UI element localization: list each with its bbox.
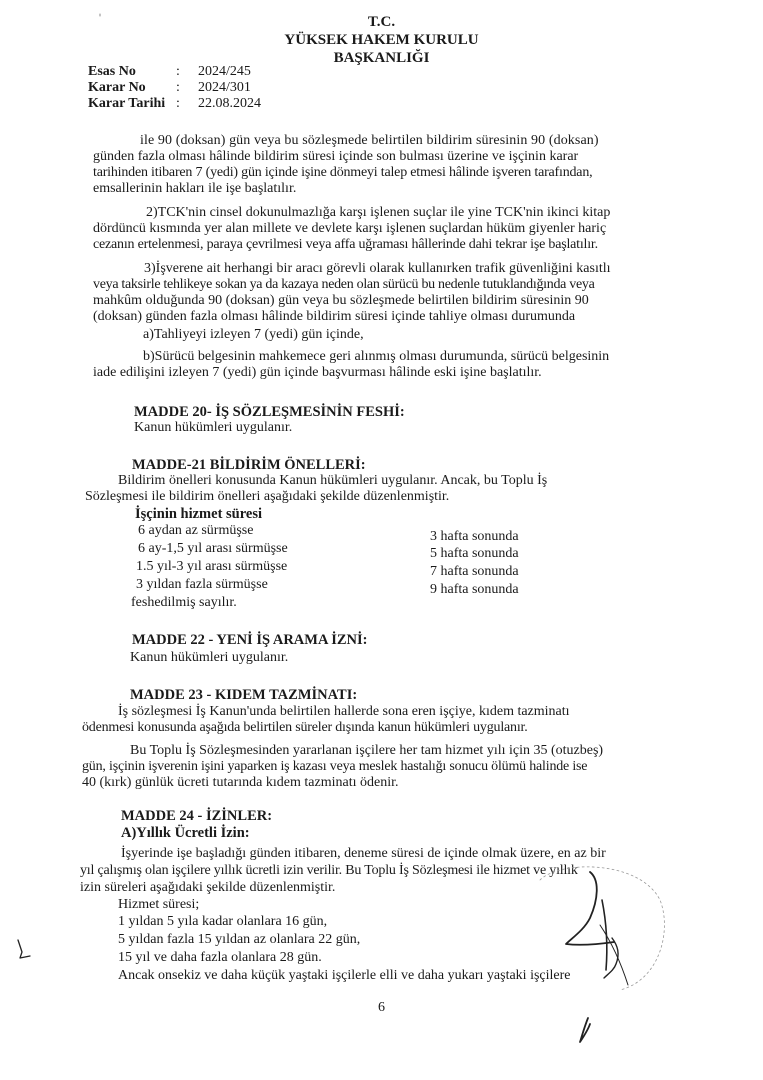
body-line: a)Tahliyeyi izleyen 7 (yedi) gün içinde, [143,327,364,342]
body-line: Kanun hükümleri uygulanır. [130,650,289,665]
tarih-row [88,96,261,112]
case-metadata [88,64,261,112]
body-line: Sözleşmesi ile bildirim önelleri aşağıdaki şekilde düzenlenmiştir. [85,489,450,504]
tarih-label: Karar Tarihi [88,96,166,111]
body-line: Kanun hükümleri uygulanır. [134,420,293,435]
esas-value: 2024/245 [198,64,251,79]
notice-period-value: 3 hafta sonunda [430,529,519,544]
annual-leave-heading: A)Yıllık Ücretli İzin: [121,825,250,841]
esas-colon: : [176,64,180,79]
article-23-heading: MADDE 23 - KIDEM TAZMİNATI: [130,687,358,703]
notice-period-label: 6 ay-1,5 yıl arası sürmüşse [138,541,288,556]
body-line: veya taksirle tehlikeye sokan ya da kazaya neden olan sürücü bu nedenle tutuklandığında veya [93,277,595,292]
signature-mark [600,925,628,985]
margin-mark [18,940,30,958]
tarih-colon: : [176,96,180,111]
body-line: iade edilişini izleyen 7 (yedi) gün içinde başvurması hâlinde eski işine başlatılır. [93,365,542,380]
body-line: Ancak onsekiz ve daha küçük yaştaki işçilerle elli ve daha yukarı yaştaki işçilere [118,968,571,983]
body-line: Bildirim önelleri konusunda Kanun hükümleri uygulanır. Ancak, bu Toplu İş [118,473,548,488]
notice-period-label: 1.5 yıl-3 yıl arası sürmüşse [136,559,288,574]
karar-value: 2024/301 [198,80,251,95]
body-line: İşyerinde işe başladığı günden itibaren, deneme süresi de içinde olmak üzere, en az bir [121,846,606,861]
body-line: günden fazla olması hâlinde bildirim süresi içinde son bulması üzerine ve işçinin karar [93,149,579,164]
body-line: b)Sürücü belgesinin mahkemece geri alınmış olması durumunda, sürücü belgesinin [143,349,610,364]
signature-mark [566,872,614,945]
notice-period-value: 5 hafta sonunda [430,546,519,561]
page-number: 6 [378,1000,385,1015]
body-line: dördüncü kısmında yer alan millete ve devlete karşı işlenen suçlardan hüküm giyenler hariç [93,221,607,236]
body-line: ödenmesi konusunda aşağıda belirtilen süreler dışında kanun hükümleri uygulanır. [82,720,528,735]
body-line: Bu Toplu İş Sözleşmesinden yararlanan işçilere her tam hizmet yılı için 35 (otuzbeş) [130,743,604,758]
leave-tier: 1 yıldan 5 yıla kadar olanlara 16 gün, [118,914,328,929]
signature-mark [602,900,607,970]
karar-colon: : [176,80,180,95]
article-22-heading: MADDE 22 - YENİ İŞ ARAMA İZNİ: [132,632,368,648]
karar-row [88,80,261,96]
body-line: (doksan) günden fazla olması hâlinde bildirim süresi içinde tahliye olması durumunda [93,309,576,324]
esas-label: Esas No [88,64,136,79]
notice-period-label: 3 yıldan fazla sürmüşse [136,577,268,592]
body-line: 3)İşverene ait herhangi bir aracı görevli olarak kullanırken trafik güvenliğini kasıtlı [144,261,611,276]
notice-period-value: 7 hafta sonunda [430,564,519,579]
initial-mark [580,1018,590,1042]
service-period-heading: İşçinin hizmet süresi [135,506,263,522]
article-21-heading: MADDE-21 BİLDİRİM ÖNELLERİ: [132,457,366,473]
body-line: 2)TCK'nin cinsel dokunulmazlığa karşı işlenen suçlar ile yine TCK'nin ikinci kitap [146,205,611,220]
body-line: gün, işçinin işverenin işini yaparken iş kazası veya meslek hastalığı sonucu ölümü halinde ise [82,759,588,774]
leave-tier: 5 yıldan fazla 15 yıldan az olanlara 22 gün, [118,932,361,947]
body-line: izin süreleri aşağıdaki şekilde düzenlenmiştir. [80,880,336,895]
karar-label: Karar No [88,80,146,95]
tarih-value: 22.08.2024 [198,96,261,111]
article-24-heading: MADDE 24 - İZİNLER: [121,808,273,824]
body-line: feshedilmiş sayılır. [131,595,237,610]
body-line: emsallerinin hakları ile işe başlatılır. [93,181,297,196]
body-line: Hizmet süresi; [118,897,200,912]
leave-tier: 15 yıl ve daha fazla olanlara 28 gün. [118,950,322,965]
header-institution: YÜKSEK HAKEM KURULU [284,32,479,48]
body-line: cezanın ertelenmesi, paraya çevrilmesi veya affa uğraması hâllerinde dahi tekrar işe başlatılır. [93,237,598,252]
article-20-heading: MADDE 20- İŞ SÖZLEŞMESİNİN FESHİ: [134,404,405,420]
body-line: 40 (kırk) günlük ücreti tutarında kıdem tazminatı ödenir. [82,775,399,790]
notice-period-value: 9 hafta sonunda [430,582,519,597]
body-line: tarihinden itibaren 7 (yedi) gün içinde işine dönmeyi talep etmesi hâlinde işveren tarafından, [93,165,593,180]
header-tc: T.C. [367,14,396,30]
notice-period-label: 6 aydan az sürmüşse [138,523,254,538]
body-line: yıl çalışmış olan işçilere yıllık ücretli izin verilir. Bu Toplu İş Sözleşmesi ile hizmet ve yıllık [80,863,578,878]
body-line: İş sözleşmesi İş Kanun'unda belirtilen hallerde sona eren işçiye, kıdem tazminatı [118,704,570,719]
header-presidency: BAŞKANLIĞI [333,50,430,66]
body-line: mahkûm olduğunda 90 (doksan) gün veya bu sözleşmede belirtilen bildirim süresinin 90 [93,293,589,308]
signature-mark [604,938,618,978]
body-line: ile 90 (doksan) gün veya bu sözleşmede belirtilen bildirim süresinin 90 (doksan) [140,133,599,148]
esas-row [88,64,261,80]
